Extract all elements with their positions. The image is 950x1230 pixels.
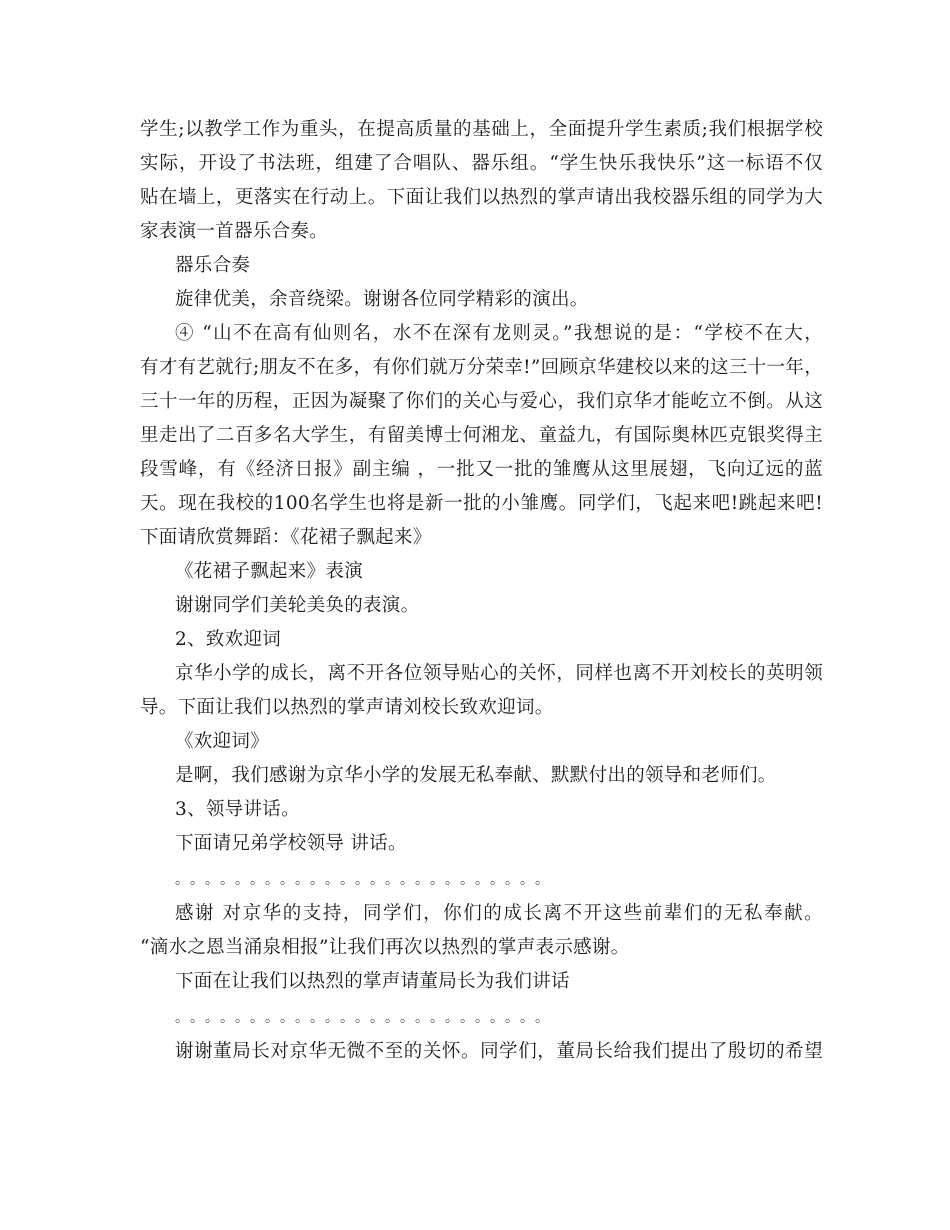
paragraph-line: 导。下面让我们以热烈的掌声请刘校长致欢迎词。	[140, 697, 554, 718]
ellipsis-line: 。。。。。。。。。。。。。。。。。。。。。。。。。	[175, 1010, 557, 1026]
paragraph-line: 贴在墙上，更落实在行动上。下面让我们以热烈的掌声请出我校器乐组的同学为大	[140, 187, 823, 208]
paragraph-line: 谢谢董局长对京华无微不至的关怀。同学们，董局长给我们提出了殷切的希望	[175, 1041, 823, 1062]
paragraph-line: 学生;以教学工作为重头，在提高质量的基础上，全面提升学生素质;我们根据学校	[140, 119, 823, 140]
paragraph-line: 三十一年的历程，正因为凝聚了你们的关心与爱心，我们京华才能屹立不倒。从这	[140, 391, 823, 412]
paragraph-line: 下面在让我们以热烈的掌声请董局长为我们讲话	[175, 971, 570, 992]
section-heading: 3、领导讲话。	[175, 799, 300, 820]
program-item: 《欢迎词》	[175, 731, 270, 752]
paragraph-line: 下面请欣赏舞蹈：《花裙子飘起来》	[140, 527, 432, 548]
paragraph-line: 里走出了二百多名大学生，有留美博士何湘龙、童益九，有国际奥林匹克银奖得主	[140, 425, 823, 446]
paragraph-line: 家表演一首器乐合奏。	[140, 221, 329, 242]
paragraph-line: 是啊，我们感谢为京华小学的发展无私奉献、默默付出的领导和老师们。	[175, 765, 777, 786]
paragraph-line: 有才有艺就行;朋友不在多，有你们就万分荣幸!”回顾京华建校以来的这三十一年，	[140, 357, 823, 378]
paragraph-line: 谢谢同学们美轮美奂的表演。	[175, 595, 420, 616]
paragraph-line: 感谢 对京华的支持，同学们，你们的成长离不开这些前辈们的无私奉献。	[175, 903, 823, 924]
paragraph-line: 天。现在我校的100名学生也将是新一批的小雏鹰。同学们，飞起来吧!跳起来吧!	[140, 493, 823, 514]
paragraph-line: 段雪峰，有《经济日报》副主编 ，一批又一批的雏鹰从这里展翅，飞向辽远的蓝	[140, 459, 823, 480]
paragraph-line: “滴水之恩当涌泉相报”让我们再次以热烈的掌声表示感谢。	[140, 937, 630, 958]
program-item: 《花裙子飘起来》表演	[175, 561, 364, 582]
paragraph-line: ④ “山不在高有仙则名，水不在深有龙则灵。”我想说的是：“学校不在大，	[175, 323, 823, 344]
paragraph-line: 实际，开设了书法班，组建了合唱队、器乐组。“学生快乐我快乐”这一标语不仅	[140, 153, 823, 174]
paragraph-line: 旋律优美，余音绕梁。谢谢各位同学精彩的演出。	[175, 289, 589, 310]
program-item: 器乐合奏	[175, 255, 251, 276]
paragraph-line: 下面请兄弟学校领导 讲话。	[175, 833, 407, 854]
ellipsis-line: 。。。。。。。。。。。。。。。。。。。。。。。。。	[175, 872, 557, 888]
paragraph-line: 京华小学的成长，离不开各位领导贴心的关怀，同样也离不开刘校长的英明领	[175, 663, 823, 684]
section-heading: 2、致欢迎词	[175, 629, 282, 650]
